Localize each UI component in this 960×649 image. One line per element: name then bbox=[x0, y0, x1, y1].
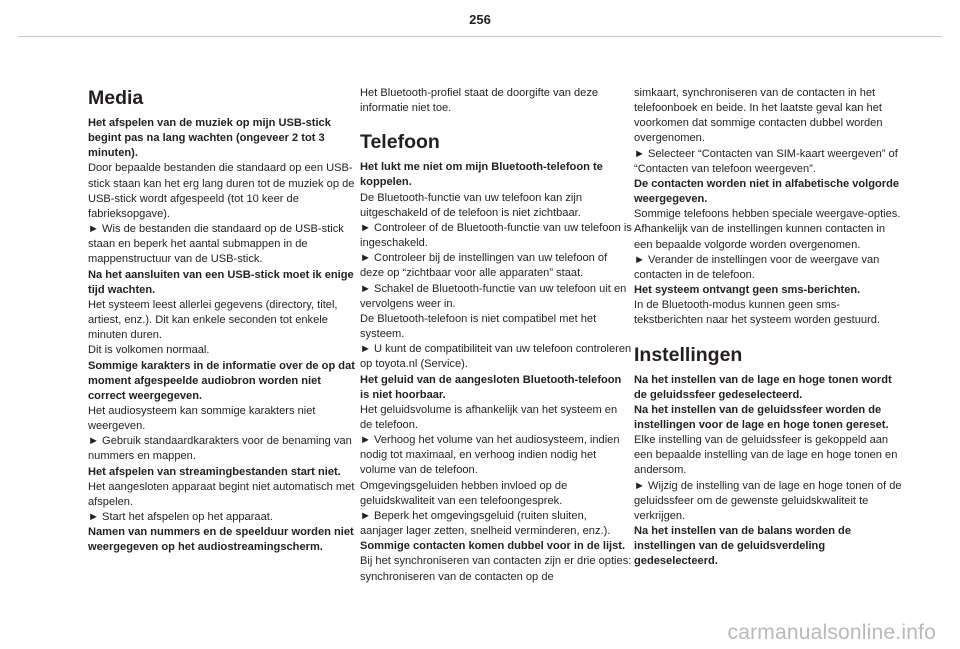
page-number: 256 bbox=[469, 12, 491, 27]
column-middle bbox=[360, 86, 632, 585]
section-heading: Instellingen bbox=[634, 343, 743, 366]
body-text: ► Schakel de Bluetooth-functie van uw telefoon uit en vervolgens weer in. bbox=[360, 282, 627, 310]
body-text: Dit is volkomen normaal. bbox=[88, 344, 210, 357]
body-text: Elke instelling van de geluidssfeer is gekoppeld aan een bepaalde instelling van de lage en hoge tonen en andersom. bbox=[634, 434, 898, 477]
body-text: Sommige telefoons hebben speciale weergave-opties. Afhankelijk van de instellingen kunnen contacten in een bepaalde volgorde worden overgenomen. bbox=[634, 208, 901, 251]
question-text: Het lukt me niet om mijn Bluetooth-telefoon te koppelen. bbox=[360, 161, 603, 189]
body-text: ► Verhoog het volume van het audiosysteem, indien nodig tot maximaal, en verhoog indien nodig het volume van de telefoon. bbox=[360, 434, 620, 477]
body-text: ► Wis de bestanden die standaard op de USB-stick staan en beperk het aantal submappen in de mappenstructuur van de USB-stick. bbox=[88, 223, 344, 266]
question-text: Het systeem ontvangt geen sms-berichten. bbox=[634, 284, 861, 297]
question-text: Na het instellen van de lage en hoge tonen wordt de geluidssfeer gedeselecteerd. bbox=[634, 373, 892, 401]
watermark: carmanualsonline.info bbox=[727, 621, 936, 644]
body-text: ► U kunt de compatibiliteit van uw telefoon controleren op toyota.nl (Service). bbox=[360, 343, 632, 371]
body-text: Het audiosysteem kan sommige karakters niet weergeven. bbox=[88, 404, 316, 433]
body-text: ► Controleer bij de instellingen van uw telefoon of deze op “zichtbaar voor alle apparaten” staat. bbox=[360, 252, 608, 280]
body-text: Door bepaalde bestanden die standaard op een USB-stick staan kan het erg lang duren tot de muziek op de USB-stick wordt afgespeeld (tot 10 keer de fabrieksopgave). bbox=[88, 162, 355, 220]
question-text: Sommige contacten komen dubbel voor in de lijst. bbox=[360, 540, 626, 553]
section-heading: Telefoon bbox=[360, 131, 440, 154]
body-text: Omgevingsgeluiden hebben invloed op de geluidskwaliteit van een telefoongesprek. bbox=[360, 479, 568, 507]
question-text: Na het instellen van de geluidssfeer worden de instellingen voor de lage en hoge tonen gereset. bbox=[634, 403, 889, 431]
body-text: ► Gebruik standaardkarakters voor de benaming van nummers en mappen. bbox=[88, 435, 352, 463]
body-text: ► Wijzig de instelling van de lage en hoge tonen of de geluidssfeer om de gewenste geluidskwaliteit te verkrijgen. bbox=[634, 479, 902, 522]
body-text: ► Controleer of de Bluetooth-functie van uw telefoon is ingeschakeld. bbox=[360, 221, 632, 250]
body-text: Het geluidsvolume is afhankelijk van het systeem en de telefoon. bbox=[360, 403, 618, 431]
body-text: In de Bluetooth-modus kunnen geen sms-tekstberichten naar het systeem worden gestuurd. bbox=[634, 299, 881, 327]
body-text: ► Selecteer “Contacten van SIM-kaart weergeven” of “Contacten van telefoon weergeven”. bbox=[634, 147, 898, 175]
header-rule bbox=[18, 36, 942, 37]
question-text: Na het aansluiten van een USB-stick moet ik enige tijd wachten. bbox=[88, 268, 354, 296]
question-text: Na het instellen van de balans worden de instellingen van de geluidsverdeling gedeselecteerd. bbox=[634, 525, 851, 568]
body-text: simkaart, synchroniseren van de contacten in het telefoonboek en beide. In het laatste geval kan het voorkomen dat sommige contacten dubbel worden overgenomen. bbox=[634, 87, 883, 145]
body-text: De Bluetooth-telefoon is niet compatibel met het systeem. bbox=[360, 312, 597, 341]
section-heading: Media bbox=[88, 87, 144, 109]
body-text: Het systeem leest allerlei gegevens (directory, titel, artiest, enz.). Dit kan enkele seconden tot enkele minuten duren. bbox=[88, 298, 338, 342]
body-text: Bij het synchroniseren van contacten zijn er drie opties: synchroniseren van de contacten op de bbox=[360, 555, 632, 583]
body-text: ► Beperk het omgevingsgeluid (ruiten sluiten, aanjager lager zetten, snelheid verminderen, enz.). bbox=[360, 509, 611, 538]
body-text: Het Bluetooth-profiel staat de doorgifte van deze informatie niet toe. bbox=[360, 87, 599, 115]
column-left bbox=[88, 86, 360, 556]
question-text: Namen van nummers en de speelduur worden niet weergegeven op het audiostreamingscherm. bbox=[88, 526, 354, 554]
question-text: Het geluid van de aangesloten Bluetooth-telefoon is niet hoorbaar. bbox=[360, 373, 622, 401]
body-text: De Bluetooth-functie van uw telefoon kan zijn uitgeschakeld of de telefoon is niet zichtbaar. bbox=[360, 191, 583, 219]
question-text: De contacten worden niet in alfabetische volgorde weergegeven. bbox=[634, 177, 900, 206]
body-text: ► Start het afspelen op het apparaat. bbox=[88, 511, 273, 524]
question-text: Het afspelen van streamingbestanden start niet. bbox=[88, 465, 341, 478]
question-text: Sommige karakters in de informatie over de op dat moment afgespeelde audiobron worden niet correct weergegeven. bbox=[88, 359, 355, 402]
column-right bbox=[634, 86, 906, 570]
body-text: Het aangesloten apparaat begint niet automatisch met afspelen. bbox=[88, 480, 355, 508]
body-text: ► Verander de instellingen voor de weergave van contacten in de telefoon. bbox=[634, 253, 880, 281]
question-text: Het afspelen van de muziek op mijn USB-stick begint pas na lang wachten (ongeveer 2 tot 3 minuten). bbox=[88, 117, 331, 160]
